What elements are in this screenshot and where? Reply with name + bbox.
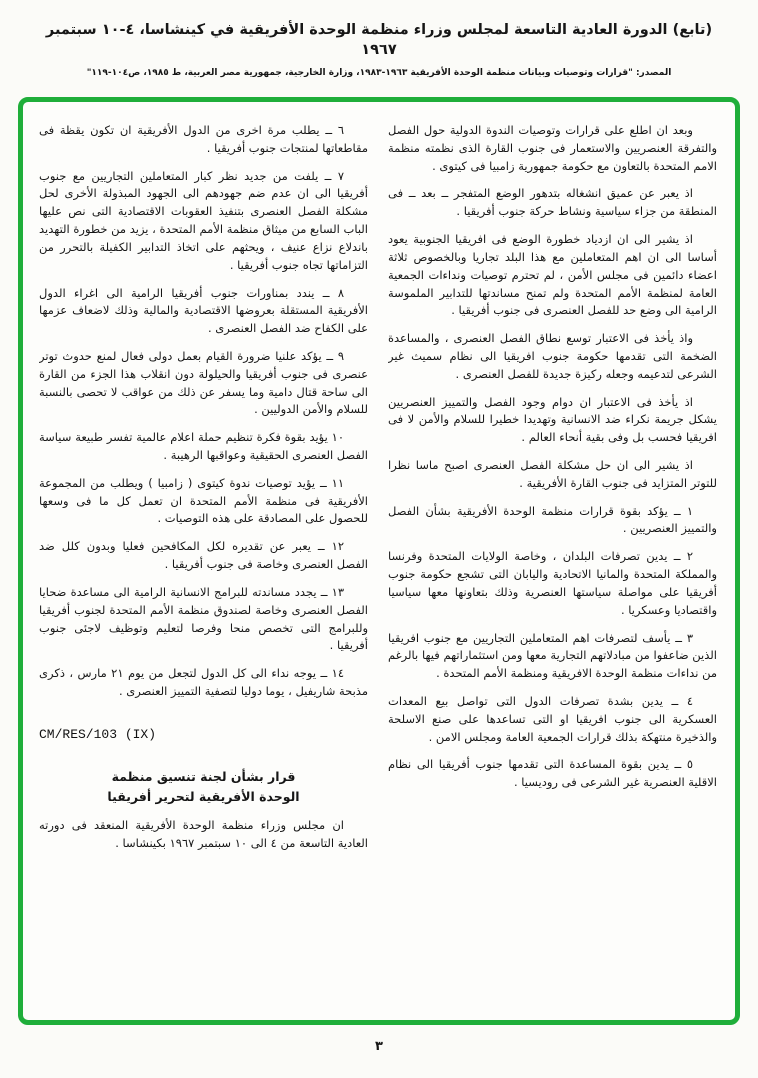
resolution-item-12: ١٢ ــ يعبر عن تقديره لكل المكافحين فعليا وبدون كلل ضد الفصل العنصرى وخاصة فى جنوب أفريقيا . [39,539,368,572]
left-column [39,122,368,1010]
resolution-title [39,767,368,807]
right-column [388,122,717,1010]
preamble-para-5: اذ يأخذ فى الاعتبار ان دوام وجود الفصل والتمييز العنصريين يشكل جريمة نكراء ضد الانسانية وتهديدا خطيرا للسلام والأمن لا فى افريقيا فحسب بل وفى بقية أنحاء العالم . [388,394,717,445]
preamble-para-4: واذ يأخذ فى الاعتبار توسع نطاق الفصل العنصرى ، والمساعدة الضخمة التى تقدمها حكومة جنوب افريقيا الى نظام سميث غير الشرعى لتدعيمه وجعله ركيزة جديدة للفصل العنصرى . [388,331,717,381]
two-column-layout [39,122,717,1010]
page-title: (تابع) الدورة العادية التاسعة لمجلس وزراء منظمة الوحدة الأفريقية في كينشاسا، ٤-١٠ سبتمبر ١٩٦٧ [45,22,713,59]
resolution-item-8: ٨ ــ يندد بمناورات جنوب أفريقيا الرامية الى اغراء الدول الأفريقية المستقلة بعروضها الاقتصادية والمالية وذلك لاضعاف عزمها على الكفاح ضد الفصل العنصرى . [39,285,368,336]
resolution-item-1: ١ ــ يؤكد بقوة قرارات منظمة الوحدة الأفريقية بشأن الفصل والتمييز العنصريين . [388,503,717,536]
resolution-title-line1: قرار بشأن لجنة تنسيق منظمة [111,768,296,784]
preamble-para-1: وبعد ان اطلع على قرارات وتوصيات الندوة الدولية حول الفصل والتفرقة العنصريين والاستعمار فى جنوب القارة الذى نظمته منظمة الامم المتحدة بالتعاون مع حكومة جمهورية زامبيا فى كيتوى . [388,123,717,173]
resolution-item-14: ١٤ ــ يوجه نداء الى كل الدول لتجعل من يوم ٢١ مارس ، ذكرى مذبحة شاريفيل ، يوما دوليا لتصفية التمييز العنصرى . [39,666,368,698]
resolution-item-10: ١٠ يؤيد بقوة فكرة تنظيم حملة اعلام عالمية تفسر طبيعة سياسة الفصل العنصرى الحقيقية وعواقبها الرهيبة . [39,430,368,462]
page-header [0,0,758,78]
resolution-item-9: ٩ ــ يؤكد علنيا ضرورة القيام بعمل دولى فعال لمنع حدوث توتر عنصرى فى جنوب أفريقيا والحيلولة دون انقلاب هذا الجزء من القارة الى ساحة قتال دامية وما يسفر عن ذلك من عواقب لا تحصى بالنسبة للسلام والأمن الدوليين . [39,348,368,417]
resolution-item-2: ٢ ــ يدين تصرفات البلدان ، وخاصة الولايات المتحدة وفرنسا والمملكة المتحدة والمانيا الاتحادية واليابان التى تشجع حكومة جنوب أفريقيا على مواصلة سياستها العنصرية وذلك بتعاونها معها سياسيا واقتصاديا وعسكريا . [388,549,717,617]
resolution-reference: CM/RES/103 (IX) [39,726,157,742]
resolution-item-3: ٣ ــ يأسف لتصرفات اهم المتعاملين التجاريين مع جنوب افريقيا الذين ضاعفوا من مبادلاتهم التجارية معها ومن استثماراتهم فيها بالرغم من نداءات منظمة الوحدة الافريقية ومنظمة الأمم المتحدة . [388,630,717,681]
resolution-item-6: ٦ ــ يطلب مرة اخرى من الدول الأفريقية ان تكون يقظة فى مقاطعاتها لمنتجات جنوب أفريقيا . [39,123,368,155]
preamble-para-6: اذ يشير الى ان حل مشكلة الفصل العنصرى اصبح ماسا نظرا للتوتر المتزايد فى جنوب القارة الأفريقية . [388,458,717,490]
preamble-para-2: اذ يعبر عن عميق انشغاله بتدهور الوضع المتفجر ــ بعد ــ فى المنطقة من جزاء سياسية ونشاط حركة جنوب أفريقيا . [388,186,717,219]
resolution-item-5: ٥ ــ يدين بقوة المساعدة التى تقدمها جنوب أفريقيا الى نظام الاقلية العنصرية غير الشرعى فى روديسيا . [388,757,717,790]
resolution-item-7: ٧ ــ يلفت من جديد نظر كبار المتعاملين التجاريين مع جنوب أفريقيا الى ان عدم ضم جهودهم الى الجهود المبذولة الأخرى لحل مشكلة الفصل العنصرى بتنفيذ العقوبات الاقتصادية التى نص عليها الباب السابع من ميثاق منظمة الأمم المتحدة ، يزيد من خطورة التهديد باندلاع نزاع عنيف ، ويحثهم على اتخاذ التدابير الكفيلة بالتحرر من التزاماتها تجاه جنوب أفريقيا . [39,168,368,272]
resolution-item-4: ٤ ــ يدين بشدة تصرفات الدول التى تواصل بيع المعدات العسكرية الى جنوب افريقيا او التى تساعدها على صنع الاسلحة والذخيرة منتهكة بذلك قرارات الجمعية العامة ومجلس الامن . [388,693,717,744]
closing-paragraph: ان مجلس وزراء منظمة الوحدة الأفريقية المنعقد فى دورته العادية التاسعة من ٤ الى ١٠ سبتمبر ١٩٦٧ بكينشاسا . [39,817,368,850]
resolution-item-11: ١١ ــ يؤيد توصيات ندوة كيتوى ( زامبيا ) ويطلب من المجموعة الأفريقية فى منظمة الأمم المتحدة ان تعمل كل ما فى وسعها للحصول على المصادقة على هذه التوصيات . [39,475,368,526]
resolution-item-13: ١٣ ــ يجدد مساندته للبرامج الانسانية الرامية الى مساعدة ضحايا الفصل العنصرى وخاصة لصندوق منظمة الأمم المتحدة لجنوب أفريقيا وللبرامج التى تخصص منحا وفرصا لتعليم وتوظيف لاجئى جنوب أفريقيا . [39,584,368,653]
resolution-title-line2: الوحدة الأفريقية لتحرير أفريقيا [107,788,300,804]
source-line: المصدر: "قرارات وتوصيات وبيانات منظمة الوحدة الأفريقية ١٩٦٣-١٩٨٣، وزارة الخارجية، جمهورية مصر العربية، ط ١٩٨٥، ص١٠٤-١١٩" [86,67,672,78]
page-number: ٣ [375,1039,383,1054]
preamble-para-3: اذ يشير الى ان ازدياد خطورة الوضع فى افريقيا الجنوبية يعود أساسا الى ان اهم المتعاملين مع هذا البلد تجاريا وبالخصوص ثلاثة اعضاء دائمين فى مجلس الأمن ، لم تحترم توصيات ونداءات الجمعية العامة لمنظمة الأمم المتحدة ولم تمنح مساندتها للتدابير الملموسة الرامية الى وضع حد للفصل العنصرى فى جنوب أفريقيا . [388,232,717,318]
content-frame [18,97,740,1025]
